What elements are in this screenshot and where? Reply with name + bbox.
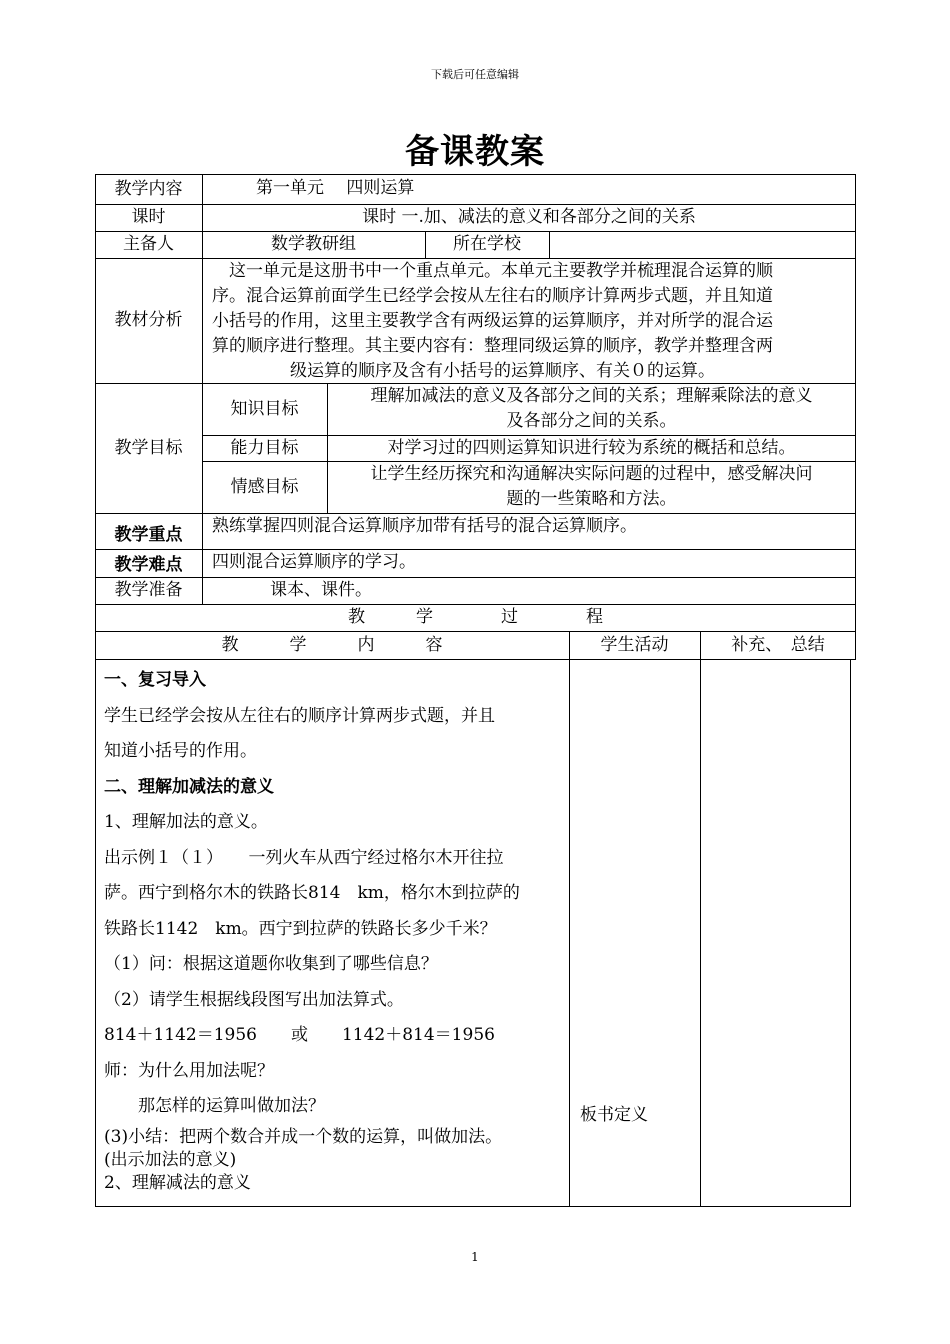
content-line: 那怎样的运算叫做加法？	[104, 1096, 325, 1116]
content-line: 出示例１（１） 一列火车从西宁经过格尔木开往拉	[104, 847, 504, 868]
content-line: 萨。西宁到格尔木的铁路长814 km，格尔木到拉萨的	[104, 883, 520, 903]
school-label: 所在学校	[453, 234, 521, 254]
content-line: 知道小括号的作用。	[104, 741, 257, 761]
content-line: (出示加法的意义)	[104, 1150, 237, 1170]
page-number: 1	[471, 1250, 479, 1264]
page-title: 备课教案	[405, 132, 545, 172]
process-content-tail	[104, 1126, 566, 1202]
col-content-header: 教 学 内 容	[221, 635, 443, 655]
content-line: 1、理解加法的意义。	[104, 812, 268, 832]
content-value: 第一单元 四则运算	[256, 178, 415, 198]
content-line: 师：为什么用加法呢？	[104, 1060, 274, 1081]
header-note: 下载后可任意编辑	[431, 68, 519, 81]
difficulty-label: 教学难点	[114, 554, 183, 575]
content-line: 学生已经学会按从左往右的顺序计算两步式题，并且	[104, 705, 495, 726]
content-line: 2、理解减法的意义	[104, 1173, 251, 1193]
content-line: 814＋1142＝1956 或 1142＋814＝1956	[104, 1025, 495, 1045]
analysis-line: 这一单元是这册书中一个重点单元。本单元主要教学并梳理混合运算的顺	[229, 261, 773, 281]
content-label: 教学内容	[114, 178, 183, 199]
knowledge-goal-line: 及各部分之间的关系。	[506, 411, 677, 431]
analysis-label: 教材分析	[114, 310, 183, 330]
analysis-line: 小括号的作用，这里主要教学含有两级运算的运算顺序，并对所学的混合运	[212, 311, 773, 331]
difficulty-value: 四则混合运算顺序的学习。	[212, 552, 416, 572]
col-summary-header: 补充、 总结	[731, 635, 825, 655]
key-point-label: 教学重点	[114, 524, 183, 545]
preparer-value: 数学教研组	[271, 234, 356, 254]
preparation-label: 教学准备	[114, 580, 183, 600]
col-student-header: 学生活动	[600, 635, 669, 655]
emotion-goal-line: 题的一些策略和方法。	[506, 489, 677, 509]
content-line: 铁路长1142 km。西宁到拉萨的铁路长多少千米？	[104, 918, 497, 939]
emotion-goal-line: 让学生经历探究和沟通解决实际问题的过程中，感受解决问	[370, 464, 813, 484]
analysis-line: 序。混合运算前面学生已经学会按从左往右的顺序计算两步式题，并且知道	[212, 286, 773, 306]
period-label: 课时	[131, 207, 166, 227]
knowledge-goal-text	[327, 384, 856, 435]
content-line: （2）请学生根据线段图写出加法算式。	[104, 989, 404, 1010]
emotion-goal-label: 情感目标	[230, 476, 299, 497]
goals-label: 教学目标	[114, 437, 183, 458]
analysis-line: 算的顺序进行整理。其主要内容有：整理同级运算的顺序，教学并整理含两	[212, 336, 773, 356]
process-content	[104, 663, 566, 1123]
ability-goal-label: 能力目标	[230, 437, 299, 458]
knowledge-goal-label: 知识目标	[230, 398, 299, 419]
process-heading: 教 学 过 程	[348, 607, 603, 627]
preparation-value: 课本、课件。	[270, 580, 372, 600]
school-value	[549, 231, 856, 258]
content-line: （1）问：根据这道题你收集到了哪些信息？	[104, 954, 438, 974]
period-value: 课时 一.加、减法的意义和各部分之间的关系	[362, 207, 696, 227]
student-activity-note: 板书定义	[580, 1105, 648, 1125]
ability-goal-text: 对学习过的四则运算知识进行较为系统的概括和总结。	[387, 437, 796, 458]
analysis-text	[212, 259, 852, 383]
emotion-goal-text	[327, 462, 856, 513]
content-line: (3)小结：把两个数合并成一个数的运算，叫做加法。	[104, 1127, 503, 1147]
knowledge-goal-line: 理解加减法的意义及各部分之间的关系；理解乘除法的意义	[370, 386, 813, 406]
section-heading: 一、复习导入	[104, 670, 206, 690]
key-point-value: 熟练掌握四则混合运算顺序加带有括号的混合运算顺序。	[212, 516, 637, 536]
analysis-line: 级运算的顺序及含有小括号的运算顺序、有关０的运算。	[290, 361, 715, 381]
section-heading: 二、理解加减法的意义	[104, 776, 274, 797]
preparer-label: 主备人	[123, 234, 174, 254]
